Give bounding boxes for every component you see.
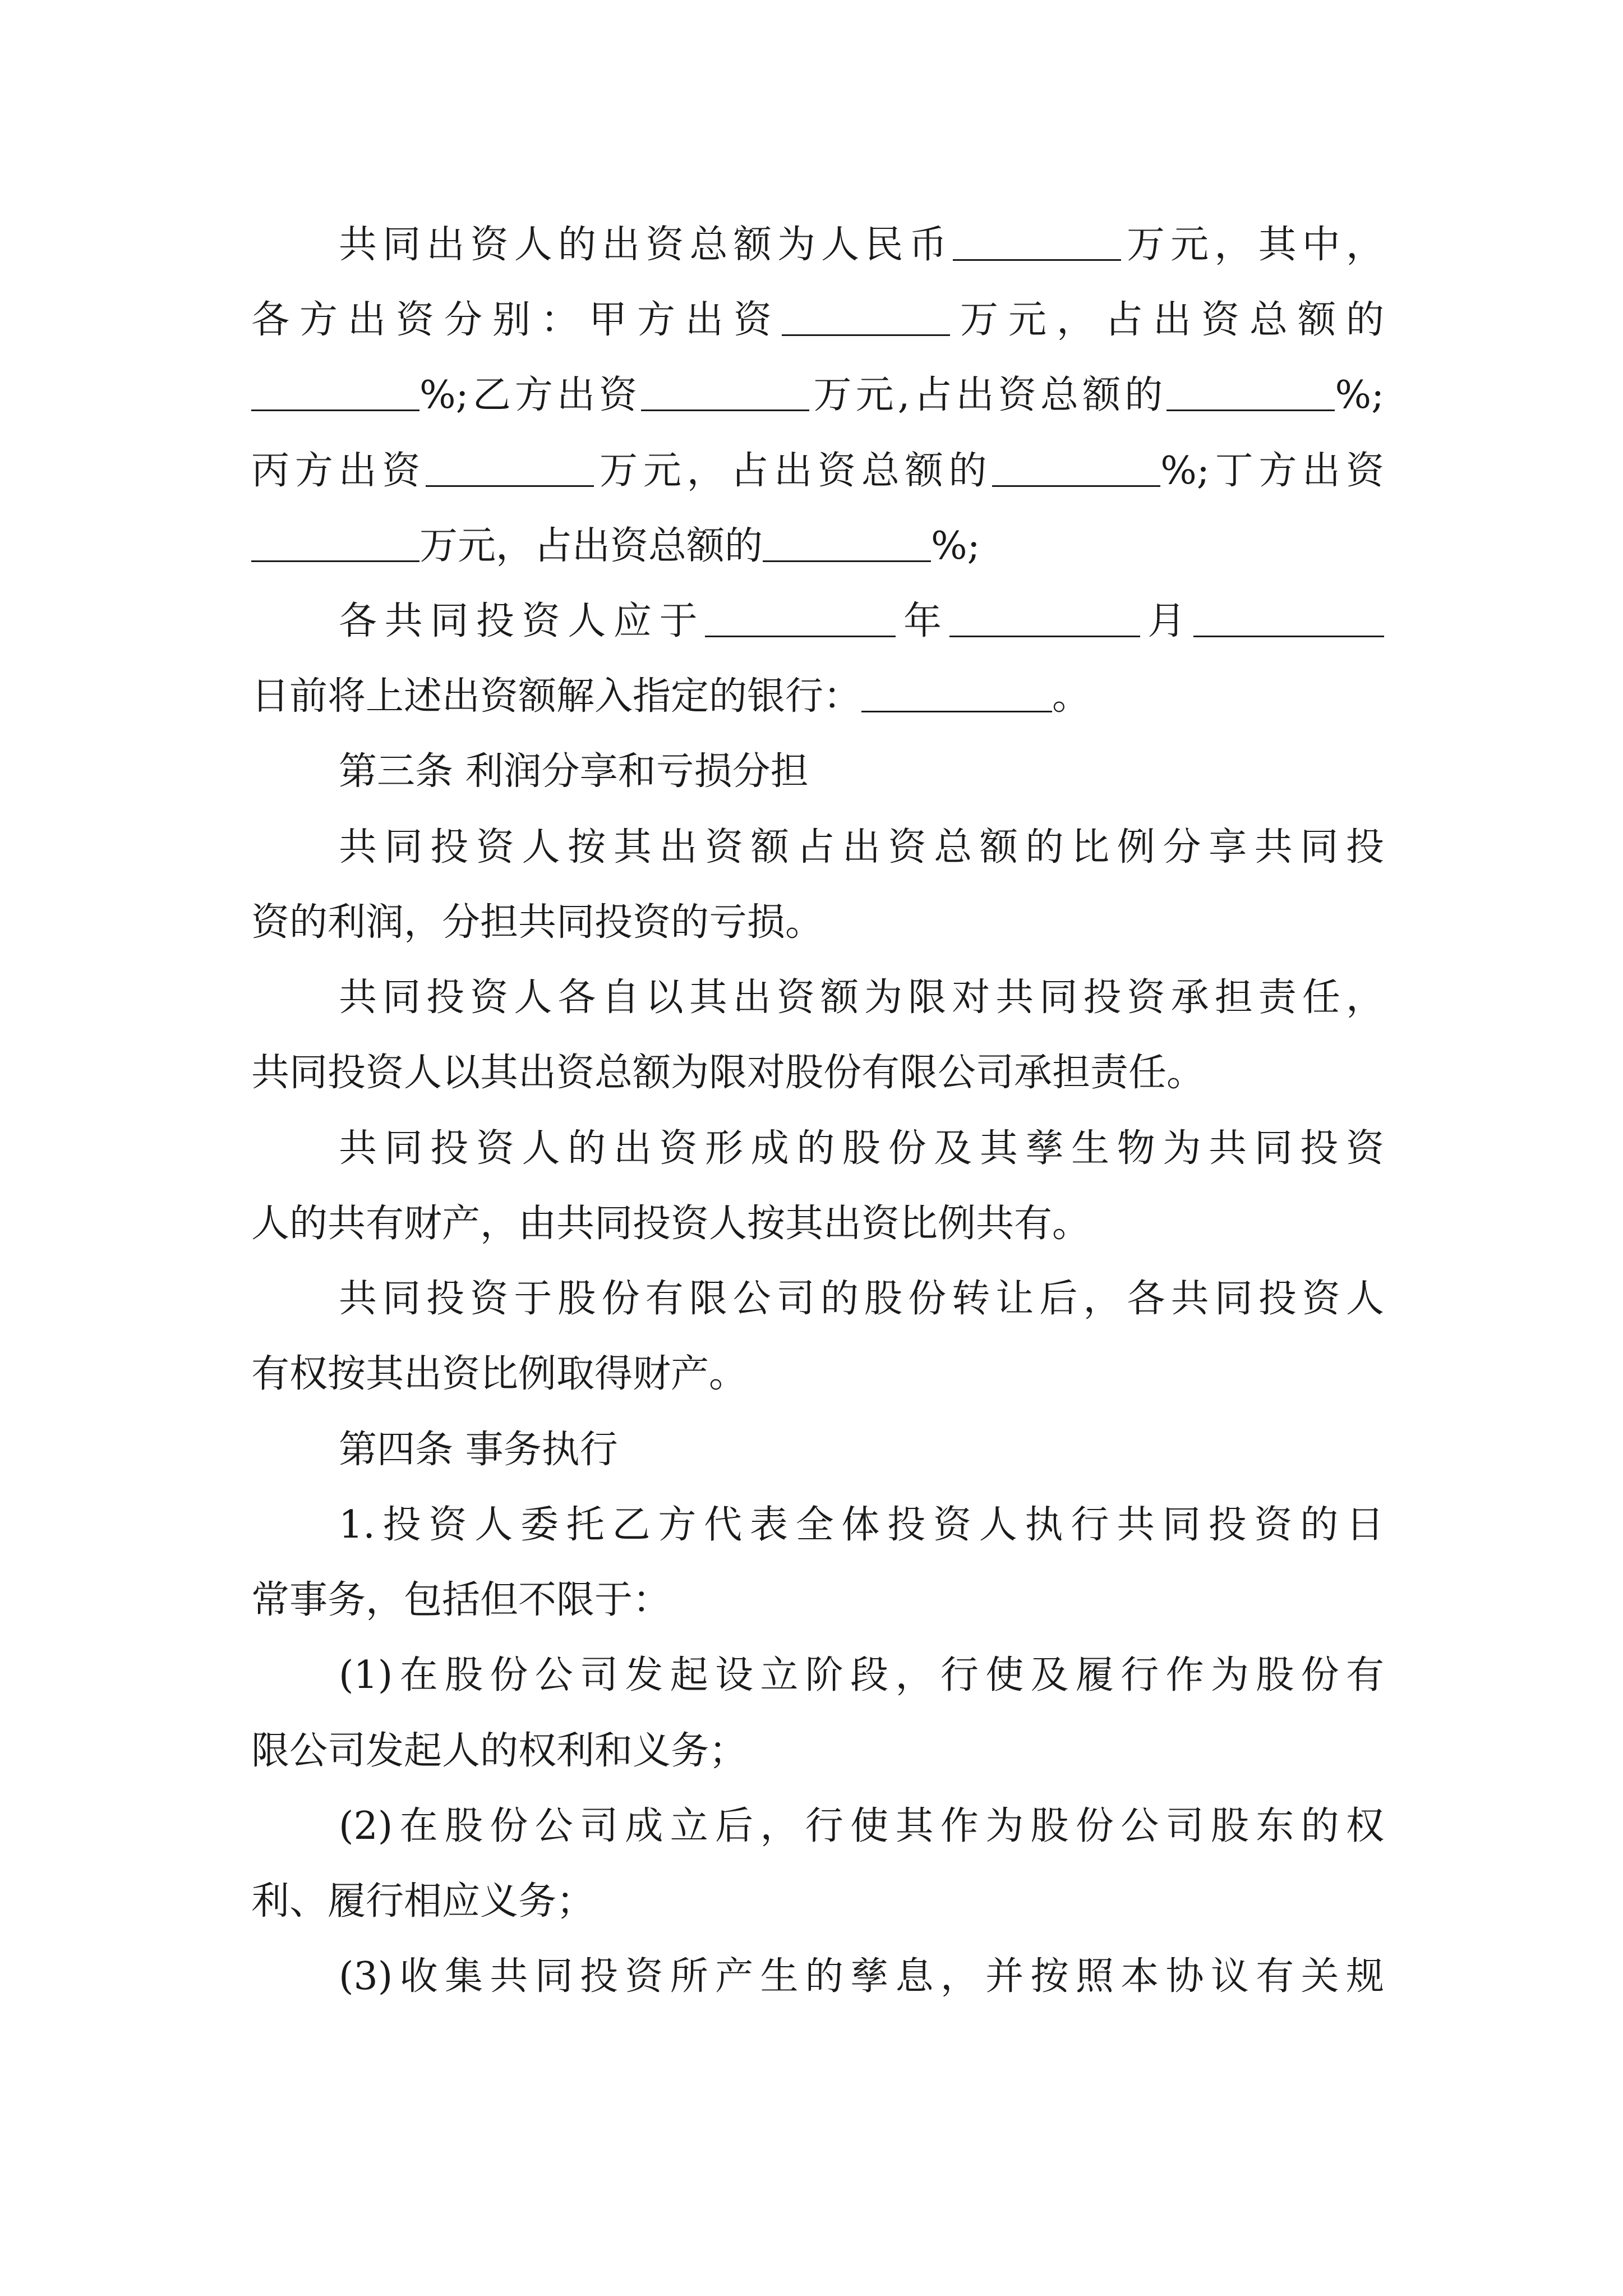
paragraph-line: 利、履行相应义务；	[251, 1879, 595, 1924]
section-heading: 第三条 利润分享和亏损分担	[339, 749, 809, 794]
paragraph-line: 有权按其出资比例取得财产。	[251, 1352, 748, 1396]
section-heading: 第四条 事务执行	[339, 1428, 618, 1472]
text-run: %;	[931, 524, 980, 568]
fill-in-blank	[861, 677, 1052, 712]
paragraph-line	[251, 373, 1384, 418]
paragraph-line	[251, 674, 1384, 719]
fill-in-blank	[1193, 602, 1384, 637]
fill-in-blank	[251, 527, 419, 562]
paragraph-line	[339, 223, 1384, 268]
text-run: 万元，占出资总额的	[949, 298, 1384, 342]
text-run: 万元,占出资总额的	[809, 373, 1167, 417]
paragraph-line: 限公司发起人的权利和义务；	[251, 1729, 748, 1773]
text-run: 万元，其中，	[1121, 223, 1384, 267]
fill-in-blank	[1166, 376, 1335, 411]
fill-in-blank	[782, 301, 950, 336]
text-run: %;乙方出资	[419, 373, 642, 417]
fill-in-blank	[426, 452, 594, 487]
text-run: 各方出资分别：甲方出资	[251, 298, 782, 342]
fill-in-blank	[251, 376, 419, 411]
paragraph-line: 人的共有财产，由共同投资人按其出资比例共有。	[251, 1202, 1091, 1246]
text-run: 万元，占出资总额的	[419, 524, 763, 568]
fill-in-blank	[992, 452, 1160, 487]
text-run: 。	[1052, 674, 1091, 719]
paragraph-line: (2)在股份公司成立后，行使其作为股份公司股东的权	[339, 1804, 1384, 1848]
text-run: 日前将上述出资额解入指定的银行：	[251, 674, 862, 719]
text-run: 丙方出资	[251, 449, 426, 493]
paragraph-line	[339, 599, 1384, 644]
paragraph-line	[251, 298, 1384, 343]
paragraph-line: 共同投资于股份有限公司的股份转让后，各共同投资人	[339, 1277, 1384, 1321]
paragraph-line: 1.投资人委托乙方代表全体投资人执行共同投资的日	[339, 1503, 1384, 1547]
paragraph-line: 共同投资人以其出资总额为限对股份有限公司承担责任。	[251, 1051, 1205, 1095]
fill-in-blank	[953, 226, 1121, 261]
text-run: 月	[1140, 599, 1193, 643]
paragraph-line	[251, 449, 1384, 494]
paragraph-line: 共同投资人各自以其出资额为限对共同投资承担责任，	[339, 976, 1384, 1020]
text-run: 各共同投资人应于	[339, 599, 706, 643]
text-run: 年	[896, 599, 949, 643]
paragraph-line: 共同投资人的出资形成的股份及其孳生物为共同投资	[339, 1126, 1384, 1171]
text-run: 万元，占出资总额的	[594, 449, 993, 493]
fill-in-blank	[641, 376, 809, 411]
text-run: %;丁方出资	[1160, 449, 1384, 493]
text-run: %;	[1335, 373, 1384, 417]
fill-in-blank	[705, 602, 896, 637]
paragraph-line	[251, 524, 1384, 569]
fill-in-blank	[763, 527, 931, 562]
paragraph-line: (1)在股份公司发起设立阶段，行使及履行作为股份有	[339, 1653, 1384, 1697]
paragraph-line: 常事务，包括但不限于：	[251, 1578, 671, 1622]
paragraph-line: 资的利润，分担共同投资的亏损。	[251, 900, 824, 945]
text-run: 共同出资人的出资总额为人民币	[339, 223, 953, 267]
fill-in-blank	[949, 602, 1140, 637]
paragraph-line: (3)收集共同投资所产生的孳息，并按照本协议有关规	[339, 1954, 1384, 1999]
paragraph-line: 共同投资人按其出资额占出资总额的比例分享共同投	[339, 825, 1384, 869]
